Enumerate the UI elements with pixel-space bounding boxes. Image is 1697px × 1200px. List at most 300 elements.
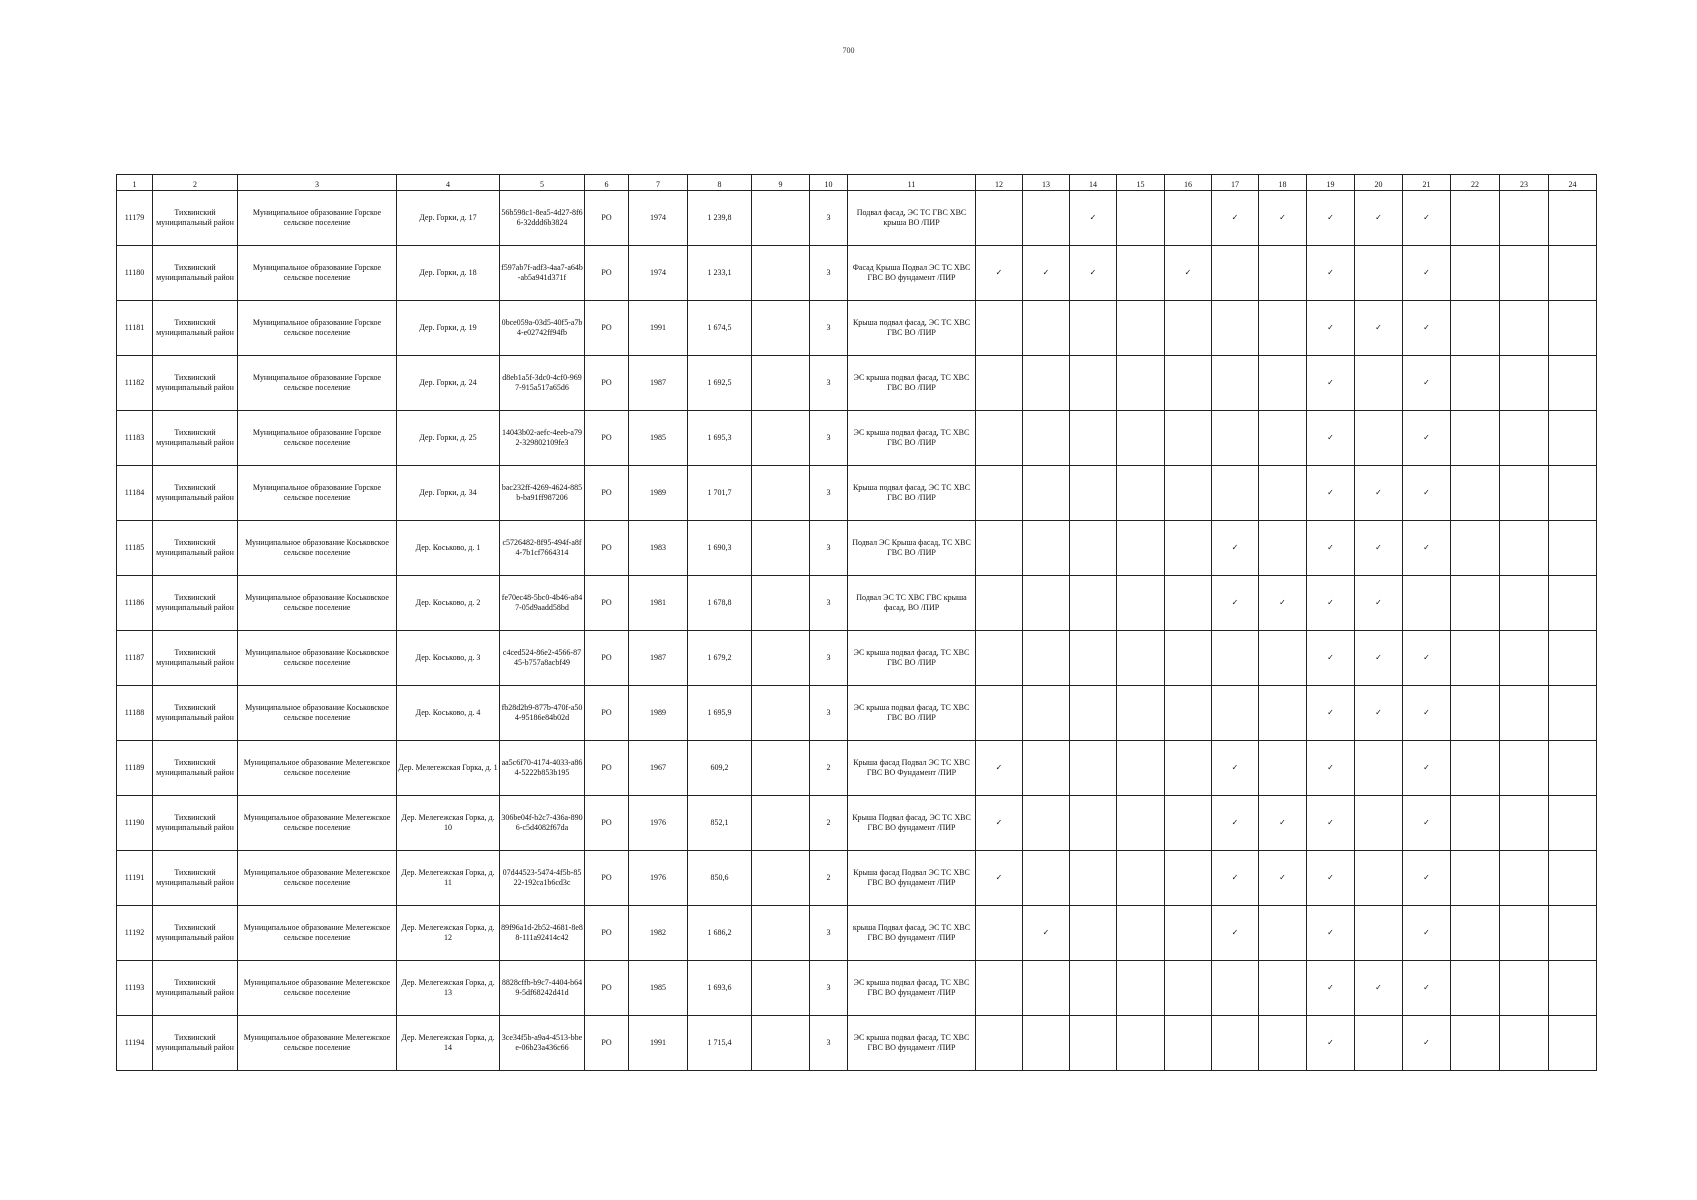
work-flag-cell-18 — [1259, 466, 1307, 521]
checkmark-icon: ✓ — [1307, 191, 1355, 246]
work-flag-cell-17 — [1212, 686, 1259, 741]
column-header-5: 5 — [500, 175, 585, 191]
checkmark-icon: ✓ — [1307, 246, 1355, 301]
checkmark-icon: ✓ — [1355, 191, 1403, 246]
column-10-cell: 2 — [810, 741, 848, 796]
area-cell: 1 678,8 — [688, 576, 752, 631]
district-cell: Тихвинский муниципальный район — [153, 466, 238, 521]
work-flag-cell-17 — [1212, 411, 1259, 466]
column-9-cell — [752, 796, 810, 851]
table-row — [117, 576, 1597, 631]
checkmark-icon: ✓ — [1403, 356, 1451, 411]
column-9-cell — [752, 411, 810, 466]
address-cell: Дер. Коськово, д. 4 — [397, 686, 500, 741]
column-10-cell: 2 — [810, 796, 848, 851]
address-cell: Дер. Мелегежская Горка, д. 11 — [397, 851, 500, 906]
work-flag-cell-22 — [1451, 576, 1500, 631]
works-list-cell: крыша Подвал фасад, ЭС ТС ХВС ГВС ВО фундамент /ПИР — [848, 906, 976, 961]
work-flag-cell-13 — [1023, 851, 1070, 906]
year-built-cell: 1985 — [629, 961, 688, 1016]
works-list-cell: ЭС крыша подвал фасад, ТС ХВС ГВС ВО фундамент /ПИР — [848, 1016, 976, 1071]
column-header-3: 3 — [238, 175, 397, 191]
column-9-cell — [752, 521, 810, 576]
work-flag-cell-18 — [1259, 356, 1307, 411]
municipality-cell: Муниципальное образование Горское сельское поселение — [238, 411, 397, 466]
checkmark-icon: ✓ — [1307, 631, 1355, 686]
work-flag-cell-16 — [1165, 741, 1212, 796]
building-id-cell: 8828cffb-b9c7-4404-b649-5df68242d41d — [500, 961, 585, 1016]
fund-form-cell: РО — [585, 521, 629, 576]
work-flag-cell-22 — [1451, 961, 1500, 1016]
work-flag-cell-23 — [1500, 521, 1549, 576]
checkmark-icon: ✓ — [1307, 576, 1355, 631]
table-row — [117, 411, 1597, 466]
building-id-cell: 89f96a1d-2b52-4681-8e88-111a92414c42 — [500, 906, 585, 961]
column-header-15: 15 — [1117, 175, 1165, 191]
row-number-cell: 11193 — [117, 961, 153, 1016]
work-flag-cell-15 — [1117, 741, 1165, 796]
work-flag-cell-17 — [1212, 1016, 1259, 1071]
address-cell: Дер. Коськово, д. 1 — [397, 521, 500, 576]
fund-form-cell: РО — [585, 906, 629, 961]
checkmark-icon: ✓ — [1307, 356, 1355, 411]
checkmark-icon: ✓ — [1403, 631, 1451, 686]
work-flag-cell-24 — [1549, 741, 1597, 796]
work-flag-cell-14 — [1070, 631, 1117, 686]
row-number-cell: 11180 — [117, 246, 153, 301]
work-flag-cell-18 — [1259, 411, 1307, 466]
work-flag-cell-20 — [1355, 356, 1403, 411]
checkmark-icon: ✓ — [1307, 686, 1355, 741]
work-flag-cell-20 — [1355, 1016, 1403, 1071]
work-flag-cell-22 — [1451, 906, 1500, 961]
table-row — [117, 301, 1597, 356]
checkmark-icon: ✓ — [1403, 191, 1451, 246]
column-header-16: 16 — [1165, 175, 1212, 191]
municipality-cell: Муниципальное образование Коськовское сельское поселение — [238, 686, 397, 741]
work-flag-cell-24 — [1549, 356, 1597, 411]
work-flag-cell-14 — [1070, 961, 1117, 1016]
checkmark-icon: ✓ — [1355, 521, 1403, 576]
column-header-10: 10 — [810, 175, 848, 191]
row-number-cell: 11191 — [117, 851, 153, 906]
work-flag-cell-18 — [1259, 631, 1307, 686]
area-cell: 852,1 — [688, 796, 752, 851]
work-flag-cell-15 — [1117, 356, 1165, 411]
work-flag-cell-24 — [1549, 246, 1597, 301]
column-9-cell — [752, 356, 810, 411]
checkmark-icon: ✓ — [1212, 796, 1259, 851]
district-cell: Тихвинский муниципальный район — [153, 851, 238, 906]
municipality-cell: Муниципальное образование Горское сельское поселение — [238, 191, 397, 246]
year-built-cell: 1982 — [629, 906, 688, 961]
checkmark-icon: ✓ — [1212, 906, 1259, 961]
checkmark-icon: ✓ — [1403, 411, 1451, 466]
table-row — [117, 1016, 1597, 1071]
column-9-cell — [752, 631, 810, 686]
checkmark-icon: ✓ — [1259, 576, 1307, 631]
checkmark-icon: ✓ — [976, 741, 1023, 796]
work-flag-cell-13 — [1023, 741, 1070, 796]
work-flag-cell-22 — [1451, 246, 1500, 301]
fund-form-cell: РО — [585, 466, 629, 521]
year-built-cell: 1983 — [629, 521, 688, 576]
table-row — [117, 741, 1597, 796]
column-10-cell: 3 — [810, 521, 848, 576]
work-flag-cell-12 — [976, 301, 1023, 356]
table-row — [117, 521, 1597, 576]
work-flag-cell-18 — [1259, 906, 1307, 961]
column-9-cell — [752, 961, 810, 1016]
checkmark-icon: ✓ — [1307, 741, 1355, 796]
column-10-cell: 3 — [810, 466, 848, 521]
table-row — [117, 906, 1597, 961]
building-id-cell: 14043b02-aefc-4eeb-a792-329802109fe3 — [500, 411, 585, 466]
fund-form-cell: РО — [585, 411, 629, 466]
year-built-cell: 1981 — [629, 576, 688, 631]
year-built-cell: 1991 — [629, 1016, 688, 1071]
works-list-cell: ЭС крыша подвал фасад, ТС ХВС ГВС ВО /ПИР — [848, 631, 976, 686]
address-cell: Дер. Мелегежская Горка, д. 14 — [397, 1016, 500, 1071]
area-cell: 1 674,5 — [688, 301, 752, 356]
checkmark-icon: ✓ — [1212, 191, 1259, 246]
work-flag-cell-14 — [1070, 521, 1117, 576]
column-header-9: 9 — [752, 175, 810, 191]
column-header-20: 20 — [1355, 175, 1403, 191]
building-id-cell: 56b598c1-8ea5-4d27-8f66-32ddd6b3824 — [500, 191, 585, 246]
building-id-cell: aa5c6f70-4174-4033-a864-5222b853b195 — [500, 741, 585, 796]
area-cell: 1 679,2 — [688, 631, 752, 686]
area-cell: 1 692,5 — [688, 356, 752, 411]
address-cell: Дер. Коськово, д. 3 — [397, 631, 500, 686]
work-flag-cell-18 — [1259, 686, 1307, 741]
column-header-4: 4 — [397, 175, 500, 191]
column-9-cell — [752, 741, 810, 796]
row-number-cell: 11189 — [117, 741, 153, 796]
year-built-cell: 1985 — [629, 411, 688, 466]
work-flag-cell-23 — [1500, 246, 1549, 301]
work-flag-cell-18 — [1259, 521, 1307, 576]
work-flag-cell-15 — [1117, 851, 1165, 906]
work-flag-cell-16 — [1165, 411, 1212, 466]
work-flag-cell-22 — [1451, 631, 1500, 686]
checkmark-icon: ✓ — [1023, 906, 1070, 961]
work-flag-cell-16 — [1165, 906, 1212, 961]
work-flag-cell-24 — [1549, 851, 1597, 906]
area-cell: 1 695,9 — [688, 686, 752, 741]
fund-form-cell: РО — [585, 631, 629, 686]
work-flag-cell-12 — [976, 686, 1023, 741]
building-id-cell: 07d44523-5474-4f5b-8522-192ca1b6cd3c — [500, 851, 585, 906]
fund-form-cell: РО — [585, 356, 629, 411]
work-flag-cell-15 — [1117, 906, 1165, 961]
works-list-cell: ЭС крыша подвал фасад, ТС ХВС ГВС ВО /ПИР — [848, 686, 976, 741]
work-flag-cell-16 — [1165, 1016, 1212, 1071]
address-cell: Дер. Горки, д. 34 — [397, 466, 500, 521]
work-flag-cell-13 — [1023, 301, 1070, 356]
work-flag-cell-23 — [1500, 961, 1549, 1016]
work-flag-cell-15 — [1117, 191, 1165, 246]
column-header-12: 12 — [976, 175, 1023, 191]
column-9-cell — [752, 906, 810, 961]
column-10-cell: 3 — [810, 1016, 848, 1071]
row-number-cell: 11179 — [117, 191, 153, 246]
work-flag-cell-12 — [976, 411, 1023, 466]
work-flag-cell-24 — [1549, 796, 1597, 851]
municipality-cell: Муниципальное образование Горское сельское поселение — [238, 356, 397, 411]
column-header-13: 13 — [1023, 175, 1070, 191]
checkmark-icon: ✓ — [1070, 191, 1117, 246]
work-flag-cell-13 — [1023, 686, 1070, 741]
fund-form-cell: РО — [585, 686, 629, 741]
work-flag-cell-23 — [1500, 576, 1549, 631]
work-flag-cell-13 — [1023, 796, 1070, 851]
row-number-cell: 11187 — [117, 631, 153, 686]
address-cell: Дер. Горки, д. 17 — [397, 191, 500, 246]
address-cell: Дер. Коськово, д. 2 — [397, 576, 500, 631]
work-flag-cell-18 — [1259, 1016, 1307, 1071]
column-10-cell: 3 — [810, 356, 848, 411]
column-9-cell — [752, 851, 810, 906]
work-flag-cell-16 — [1165, 961, 1212, 1016]
year-built-cell: 1976 — [629, 851, 688, 906]
work-flag-cell-14 — [1070, 851, 1117, 906]
works-list-cell: Крыша подвал фасад, ЭС ТС ХВС ГВС ВО /ПИР — [848, 466, 976, 521]
work-flag-cell-12 — [976, 631, 1023, 686]
work-flag-cell-16 — [1165, 851, 1212, 906]
district-cell: Тихвинский муниципальный район — [153, 1016, 238, 1071]
municipality-cell: Муниципальное образование Горское сельское поселение — [238, 246, 397, 301]
work-flag-cell-13 — [1023, 521, 1070, 576]
building-id-cell: 3ce34f5b-a9a4-4513-bbee-06b23a436c66 — [500, 1016, 585, 1071]
works-list-cell: Крыша подвал фасад, ЭС ТС ХВС ГВС ВО /ПИР — [848, 301, 976, 356]
work-flag-cell-17 — [1212, 631, 1259, 686]
work-flag-cell-22 — [1451, 796, 1500, 851]
work-flag-cell-14 — [1070, 1016, 1117, 1071]
district-cell: Тихвинский муниципальный район — [153, 686, 238, 741]
building-id-cell: fb28d2b9-877b-470f-a504-95186e84b02d — [500, 686, 585, 741]
work-flag-cell-13 — [1023, 356, 1070, 411]
work-flag-cell-16 — [1165, 191, 1212, 246]
year-built-cell: 1991 — [629, 301, 688, 356]
checkmark-icon: ✓ — [976, 851, 1023, 906]
work-flag-cell-22 — [1451, 301, 1500, 356]
fund-form-cell: РО — [585, 961, 629, 1016]
checkmark-icon: ✓ — [1165, 246, 1212, 301]
works-list-cell: Подвал ЭС ТС ХВС ГВС крыша фасад, ВО /ПИР — [848, 576, 976, 631]
municipality-cell: Муниципальное образование Мелегежское сельское поселение — [238, 741, 397, 796]
work-flag-cell-22 — [1451, 191, 1500, 246]
checkmark-icon: ✓ — [1403, 521, 1451, 576]
work-flag-cell-18 — [1259, 741, 1307, 796]
district-cell: Тихвинский муниципальный район — [153, 301, 238, 356]
work-flag-cell-24 — [1549, 411, 1597, 466]
work-flag-cell-13 — [1023, 961, 1070, 1016]
column-header-6: 6 — [585, 175, 629, 191]
address-cell: Дер. Горки, д. 24 — [397, 356, 500, 411]
column-header-2: 2 — [153, 175, 238, 191]
work-flag-cell-23 — [1500, 466, 1549, 521]
area-cell: 1 693,6 — [688, 961, 752, 1016]
work-flag-cell-12 — [976, 576, 1023, 631]
municipality-cell: Муниципальное образование Коськовское сельское поселение — [238, 576, 397, 631]
district-cell: Тихвинский муниципальный район — [153, 631, 238, 686]
area-cell: 1 233,1 — [688, 246, 752, 301]
work-flag-cell-13 — [1023, 631, 1070, 686]
address-cell: Дер. Мелегежская Горка, д. 10 — [397, 796, 500, 851]
district-cell: Тихвинский муниципальный район — [153, 741, 238, 796]
checkmark-icon: ✓ — [1403, 961, 1451, 1016]
building-id-cell: c5726482-8f95-494f-a8f4-7b1cf7664314 — [500, 521, 585, 576]
work-flag-cell-12 — [976, 1016, 1023, 1071]
work-flag-cell-15 — [1117, 961, 1165, 1016]
district-cell: Тихвинский муниципальный район — [153, 246, 238, 301]
work-flag-cell-12 — [976, 191, 1023, 246]
work-flag-cell-24 — [1549, 301, 1597, 356]
area-cell: 1 690,3 — [688, 521, 752, 576]
works-list-cell: Фасад Крыша Подвал ЭС ТС ХВС ГВС ВО фундамент /ПИР — [848, 246, 976, 301]
column-10-cell: 3 — [810, 906, 848, 961]
work-flag-cell-23 — [1500, 906, 1549, 961]
row-number-cell: 11184 — [117, 466, 153, 521]
checkmark-icon: ✓ — [1403, 466, 1451, 521]
address-cell: Дер. Мелегежская Горка, д. 13 — [397, 961, 500, 1016]
column-header-11: 11 — [848, 175, 976, 191]
year-built-cell: 1974 — [629, 191, 688, 246]
works-list-cell: Крыша фасад Подвал ЭС ТС ХВС ГВС ВО фундамент /ПИР — [848, 851, 976, 906]
work-flag-cell-14 — [1070, 906, 1117, 961]
building-id-cell: 0bce059a-03d5-40f5-a7b4-e02742ff94fb — [500, 301, 585, 356]
column-9-cell — [752, 576, 810, 631]
fund-form-cell: РО — [585, 246, 629, 301]
checkmark-icon: ✓ — [1212, 576, 1259, 631]
work-flag-cell-23 — [1500, 411, 1549, 466]
district-cell: Тихвинский муниципальный район — [153, 191, 238, 246]
work-flag-cell-12 — [976, 521, 1023, 576]
column-9-cell — [752, 301, 810, 356]
work-flag-cell-16 — [1165, 466, 1212, 521]
year-built-cell: 1989 — [629, 686, 688, 741]
works-list-cell: Крыша фасад Подвал ЭС ТС ХВС ГВС ВО Фундамент /ПИР — [848, 741, 976, 796]
year-built-cell: 1967 — [629, 741, 688, 796]
work-flag-cell-22 — [1451, 521, 1500, 576]
table-row — [117, 631, 1597, 686]
checkmark-icon: ✓ — [1307, 411, 1355, 466]
column-header-21: 21 — [1403, 175, 1451, 191]
table-row — [117, 466, 1597, 521]
column-number-header-row — [117, 175, 1597, 191]
work-flag-cell-17 — [1212, 466, 1259, 521]
registry-body — [117, 191, 1597, 1071]
checkmark-icon: ✓ — [1403, 741, 1451, 796]
column-header-19: 19 — [1307, 175, 1355, 191]
work-flag-cell-20 — [1355, 906, 1403, 961]
work-flag-cell-23 — [1500, 301, 1549, 356]
work-flag-cell-14 — [1070, 466, 1117, 521]
address-cell: Дер. Мелегежская Горка, д. 12 — [397, 906, 500, 961]
work-flag-cell-23 — [1500, 741, 1549, 796]
work-flag-cell-23 — [1500, 356, 1549, 411]
work-flag-cell-15 — [1117, 631, 1165, 686]
works-list-cell: Подвал фасад, ЭС ТС ГВС ХВС крыша ВО /ПИР — [848, 191, 976, 246]
district-cell: Тихвинский муниципальный район — [153, 576, 238, 631]
district-cell: Тихвинский муниципальный район — [153, 961, 238, 1016]
area-cell: 1 715,4 — [688, 1016, 752, 1071]
district-cell: Тихвинский муниципальный район — [153, 521, 238, 576]
checkmark-icon: ✓ — [1403, 906, 1451, 961]
area-cell: 850,6 — [688, 851, 752, 906]
works-list-cell: ЭС крыша подвал фасад, ТС ХВС ГВС ВО /ПИР — [848, 356, 976, 411]
work-flag-cell-14 — [1070, 796, 1117, 851]
row-number-cell: 11194 — [117, 1016, 153, 1071]
work-flag-cell-15 — [1117, 796, 1165, 851]
fund-form-cell: РО — [585, 191, 629, 246]
checkmark-icon: ✓ — [1403, 246, 1451, 301]
district-cell: Тихвинский муниципальный район — [153, 796, 238, 851]
work-flag-cell-24 — [1549, 906, 1597, 961]
fund-form-cell: РО — [585, 796, 629, 851]
work-flag-cell-20 — [1355, 741, 1403, 796]
work-flag-cell-14 — [1070, 741, 1117, 796]
work-flag-cell-24 — [1549, 466, 1597, 521]
work-flag-cell-16 — [1165, 796, 1212, 851]
checkmark-icon: ✓ — [1307, 1016, 1355, 1071]
table-row — [117, 796, 1597, 851]
work-flag-cell-23 — [1500, 1016, 1549, 1071]
column-header-23: 23 — [1500, 175, 1549, 191]
column-9-cell — [752, 686, 810, 741]
column-header-1: 1 — [117, 175, 153, 191]
building-id-cell: 306be04f-b2c7-436a-8906-c5d4082f67da — [500, 796, 585, 851]
page-number: 700 — [842, 46, 855, 55]
work-flag-cell-15 — [1117, 576, 1165, 631]
fund-form-cell: РО — [585, 301, 629, 356]
checkmark-icon: ✓ — [1307, 851, 1355, 906]
year-built-cell: 1987 — [629, 631, 688, 686]
checkmark-icon: ✓ — [1307, 521, 1355, 576]
column-9-cell — [752, 1016, 810, 1071]
district-cell: Тихвинский муниципальный район — [153, 411, 238, 466]
column-9-cell — [752, 191, 810, 246]
checkmark-icon: ✓ — [1355, 301, 1403, 356]
column-10-cell: 3 — [810, 301, 848, 356]
checkmark-icon: ✓ — [1307, 961, 1355, 1016]
fund-form-cell: РО — [585, 576, 629, 631]
work-flag-cell-23 — [1500, 796, 1549, 851]
column-10-cell: 3 — [810, 191, 848, 246]
work-flag-cell-18 — [1259, 961, 1307, 1016]
building-id-cell: f597ab7f-adf3-4aa7-a64b-ab5a941d371f — [500, 246, 585, 301]
checkmark-icon: ✓ — [1307, 301, 1355, 356]
work-flag-cell-13 — [1023, 466, 1070, 521]
work-flag-cell-20 — [1355, 411, 1403, 466]
address-cell: Дер. Горки, д. 19 — [397, 301, 500, 356]
area-cell: 1 239,8 — [688, 191, 752, 246]
checkmark-icon: ✓ — [1355, 466, 1403, 521]
work-flag-cell-23 — [1500, 631, 1549, 686]
column-header-14: 14 — [1070, 175, 1117, 191]
column-10-cell: 2 — [810, 851, 848, 906]
checkmark-icon: ✓ — [1355, 686, 1403, 741]
work-flag-cell-24 — [1549, 961, 1597, 1016]
work-flag-cell-23 — [1500, 851, 1549, 906]
work-flag-cell-24 — [1549, 521, 1597, 576]
column-10-cell: 3 — [810, 961, 848, 1016]
area-cell: 609,2 — [688, 741, 752, 796]
fund-form-cell: РО — [585, 851, 629, 906]
work-flag-cell-22 — [1451, 411, 1500, 466]
housing-registry-table — [116, 174, 1597, 1071]
